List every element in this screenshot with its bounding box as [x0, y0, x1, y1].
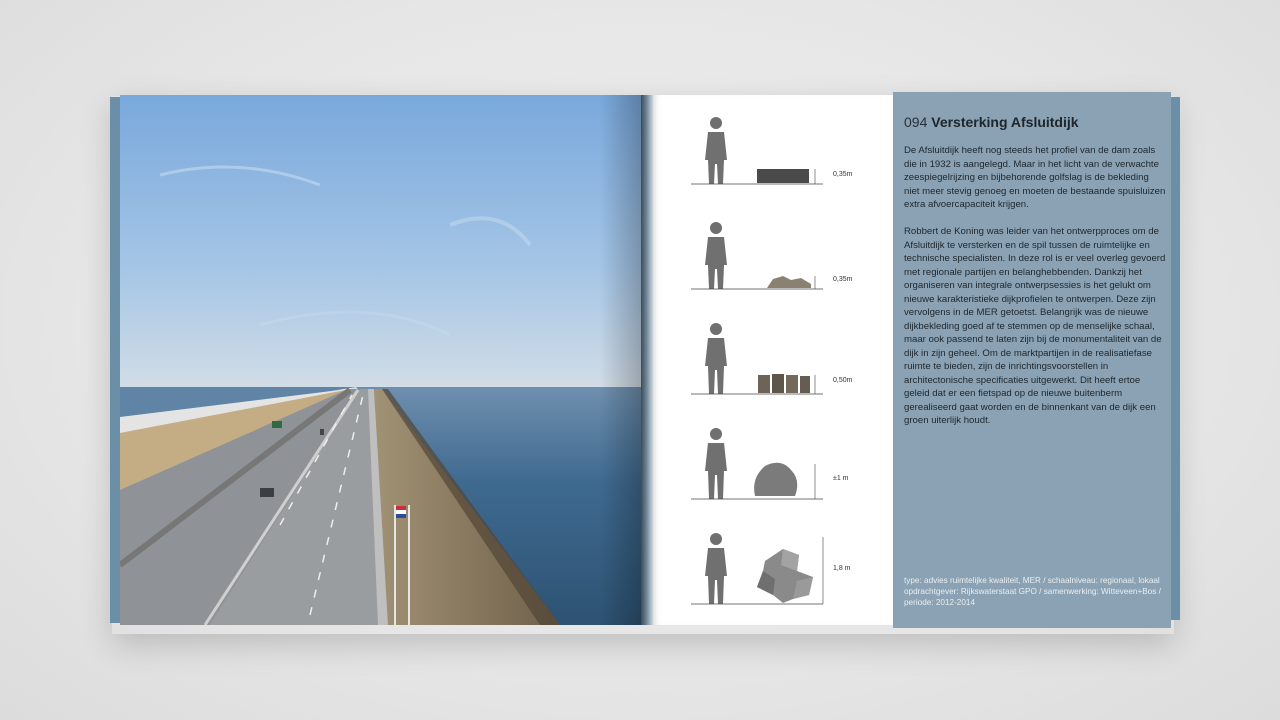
article-paragraph: Robbert de Koning was leider van het ontwerpproces om de Afsluitdijk te versterken en de spil tussen de ruimtelijke en technische specialisten. In deze rol is er veel overleg gevoerd met regionale partijen en belanghebbenden. Dankzij het organiseren van integrale ontwerpsessies is het gelukt om nieuwe karakteristieke dijkprofielen te ontwerpen. Deze zijn vervolgens in de MER getoetst. Belangrijk was de nieuwe dijkbekleding goed af te stemmen op de menselijke schaal, maar ook passend te laten zijn bij de monumentaliteit van de dijk in zijn geheel. Om de marktpartijen in de realisatiefase ruimte te bieden, zijn de inrichtingsvoorstellen in architectonische specificaties uitgewerkt. Dit heeft ertoe geleid dat er een fietspad op de nieuwe buitenberm gerealiseerd gaat worden en de binnenkant van de dijk een groen uiterlijk houdt.	[904, 226, 1166, 426]
dike-revetment-illustrations	[653, 95, 893, 625]
person-silhouette-icon	[653, 525, 893, 625]
rubble-stones-icon	[767, 276, 811, 288]
basalt-columns-icon	[758, 374, 810, 393]
concrete-block-icon	[757, 169, 809, 183]
figure-concrete-block	[653, 105, 893, 205]
article-title	[904, 114, 1164, 130]
scale-label: ±1 m	[833, 475, 849, 482]
article-paragraph: De Afsluitdijk heeft nog steeds het profiel van de dam zoals die in 1932 is aangelegd. Maar in het licht van de verwachte zeespiegelrijzing en bijbehorende golfslag is de bekleding niet meer stevig genoeg en moeten de bestaande spuisluizen extra afvoercapaciteit krijgen.	[904, 145, 1166, 210]
figure-xbloc	[653, 525, 893, 625]
photo-illustration	[120, 95, 642, 625]
figure-basalt-columns	[653, 315, 893, 415]
scale-label: 0,50m	[833, 377, 853, 384]
scale-label: 0,35m	[833, 276, 853, 283]
person-silhouette-icon	[653, 315, 893, 415]
scale-label: 0,35m	[833, 171, 853, 178]
article-text-column	[893, 92, 1171, 628]
book-spine	[641, 95, 653, 625]
xbloc-armour-unit-icon	[757, 549, 813, 603]
dike-aerial-photo	[120, 95, 642, 625]
person-silhouette-icon	[653, 210, 893, 310]
boulder-icon	[754, 463, 797, 496]
person-silhouette-icon	[653, 420, 893, 520]
article-body	[904, 144, 1166, 441]
person-silhouette-icon	[653, 105, 893, 205]
article-number: 094	[904, 114, 928, 130]
scale-label: 1,8 m	[833, 565, 851, 572]
figure-rubble-stones	[653, 210, 893, 310]
article-heading: Versterking Afsluitdijk	[931, 114, 1079, 130]
figure-boulder	[653, 420, 893, 520]
article-meta: type: advies ruimtelijke kwaliteit, MER / schaalniveau: regionaal, lokaal opdrachtgever: Rijkswaterstaat GPO / samenwerking: Witteveen+Bos / periode: 2012-2014	[904, 576, 1161, 607]
